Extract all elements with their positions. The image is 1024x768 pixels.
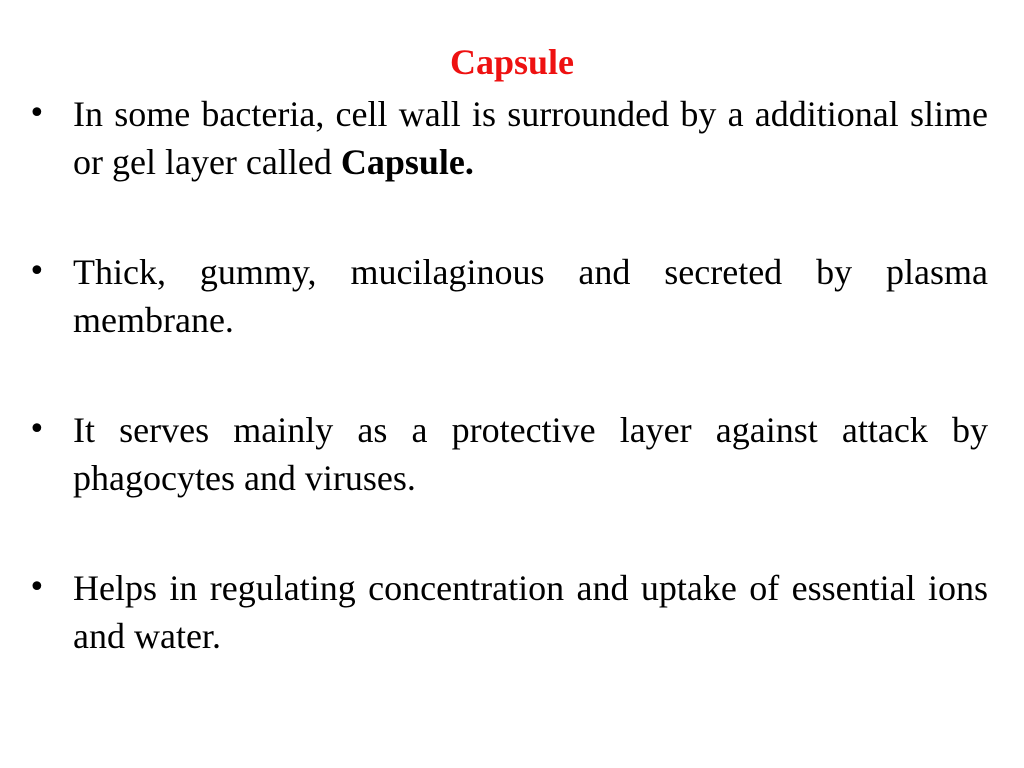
bullet-icon: • xyxy=(28,96,46,131)
bullet-text: In some bacteria, cell wall is surrounded by a additional slime or gel layer called xyxy=(73,94,988,182)
bullet-text: Helps in regulating concentration and uptake of essential ions and water. xyxy=(73,568,988,656)
bullet-item xyxy=(28,90,988,186)
bullet-item xyxy=(28,248,988,344)
bullet-text: It serves mainly as a protective layer against attack by phagocytes and viruses. xyxy=(73,410,988,498)
bullet-list xyxy=(28,90,988,660)
bullet-icon: • xyxy=(28,254,46,289)
bullet-icon: • xyxy=(28,412,46,447)
bullet-item xyxy=(28,406,988,502)
bullet-emphasis: Capsule. xyxy=(340,142,474,182)
bullet-text: Thick, gummy, mucilaginous and secreted by plasma membrane. xyxy=(73,252,988,340)
bullet-item xyxy=(28,564,988,660)
bullet-icon: • xyxy=(28,570,46,605)
slide-title: Capsule xyxy=(449,42,575,82)
